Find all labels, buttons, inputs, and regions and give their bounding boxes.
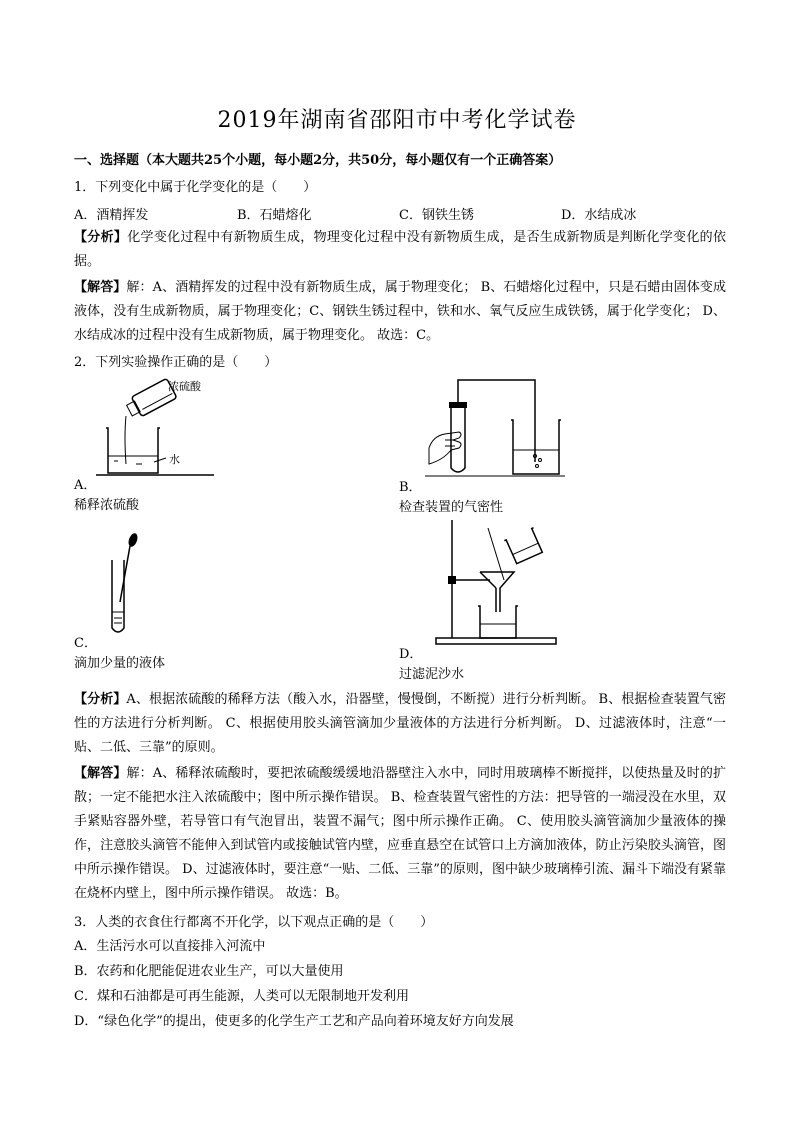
fig-c-letter: C． xyxy=(74,636,97,651)
q2-answer-text: 解：A、稀释浓硫酸时，要把浓硫酸缓缓地沿器壁注入水中，同时用玻璃棒不断搅拌，以使热量及时的扩散；一定不能把水注入浓硫酸中；图中所示操作错误。 B、检查装置气密性的方法：把导管的一端浸没在水里，双手紧贴容器外壁，若导管口有气泡冒出，装置不漏气；图中所示操作正确。 C、使用胶头滴管滴加少量液体的操作，注意胶头滴管不能伸入到试管内或接触试管内壁，应垂直悬空在试管口上方滴加液体，防止污染胶头滴管，图中所示操作错误。 D、过滤液体时，要注意“一贴、二低、三靠”的原则，图中缺少玻璃棒引流、漏斗下端没有紧靠在烧杯内壁上，图中所示操作错误。 故选：B。 xyxy=(74,766,726,901)
fig-c-dropper xyxy=(104,532,144,636)
q2-analysis-text: A、根据浓硫酸的稀释方法（酸入水，沿器壁，慢慢倒，不断搅）进行分析判断。 B、根据检查装置气密性的方法进行分析判断。 C、根据使用胶头滴管滴加少量液体的方法进行分析判断。 D、过滤液体时，注意“一贴、二低、三靠”的原则。 xyxy=(74,692,726,755)
analysis-tag: 【分析】 xyxy=(74,692,127,707)
q1-option-d: D．水结成冰 xyxy=(561,208,637,223)
q1-analysis-text: 化学变化过程中有新物质生成，物理变化过程中没有新物质生成，是否生成新物质是判断化学变化的依据。 xyxy=(74,230,726,269)
q1-answer-text: 解：A、酒精挥发的过程中没有新物质生成，属于物理变化； B、石蜡熔化过程中，只是石蜡由固体变成液体，没有生成新物质，属于物理变化；C、钢铁生锈过程中，铁和水、氧气反应生成铁锈，属于化学变化； D、水结成冰的过程中没有生成新物质，属于物理变化。 故选：C。 xyxy=(74,280,726,343)
q2-analysis xyxy=(74,688,726,760)
fig-a-letter: A． xyxy=(74,478,97,493)
analysis-tag: 【分析】 xyxy=(74,230,128,245)
section-heading: 一、选择题（本大题共25个小题，每小题2分，共50分，每小题仅有一个正确答案） xyxy=(74,153,562,168)
q1-option-a: A．酒精挥发 xyxy=(74,208,149,223)
q1-stem: 1．下列变化中属于化学变化的是（ ） xyxy=(74,180,317,195)
fig-d-filtration xyxy=(430,520,580,648)
q3-option-b: B．农药和化肥能促进农业生产，可以大量使用 xyxy=(74,964,344,979)
q3-option-a: A．生活污水可以直接排入河流中 xyxy=(74,939,266,954)
q1-analysis xyxy=(74,226,726,274)
q3-option-c: C．煤和石油都是可再生能源，人类可以无限制地开发利用 xyxy=(74,989,409,1004)
fig-b-letter: B． xyxy=(399,480,422,495)
q3-stem: 3．人类的衣食住行都离不开化学，以下观点正确的是（ ） xyxy=(74,915,434,930)
q3-option-d: D．“绿色化学”的提出，使更多的化学生产工艺和产品向着环境友好方向发展 xyxy=(74,1014,514,1029)
q2-stem: 2．下列实验操作正确的是（ ） xyxy=(74,355,278,370)
page-title: 2019年湖南省邵阳市中考化学试卷 xyxy=(217,108,577,133)
q1-option-c: C．钢铁生锈 xyxy=(399,208,474,223)
fig-c-caption: 滴加少量的液体 xyxy=(74,656,166,671)
q1-answer xyxy=(74,276,726,348)
fig-a-dilute-acid xyxy=(96,376,221,476)
fig-b-airtightness xyxy=(425,376,565,478)
fig-d-letter: D． xyxy=(399,647,423,662)
q2-answer xyxy=(74,762,726,906)
fig-a-label-water: 水 xyxy=(169,453,180,466)
fig-d-caption: 过滤泥沙水 xyxy=(399,667,465,682)
answer-tag: 【解答】 xyxy=(74,766,127,781)
q1-option-b: B．石蜡熔化 xyxy=(237,208,312,223)
fig-b-caption: 检查装置的气密性 xyxy=(399,500,504,515)
answer-tag: 【解答】 xyxy=(74,280,127,295)
fig-a-label-acid: 浓硫酸 xyxy=(168,380,201,393)
fig-a-caption: 稀释浓硫酸 xyxy=(74,498,140,513)
